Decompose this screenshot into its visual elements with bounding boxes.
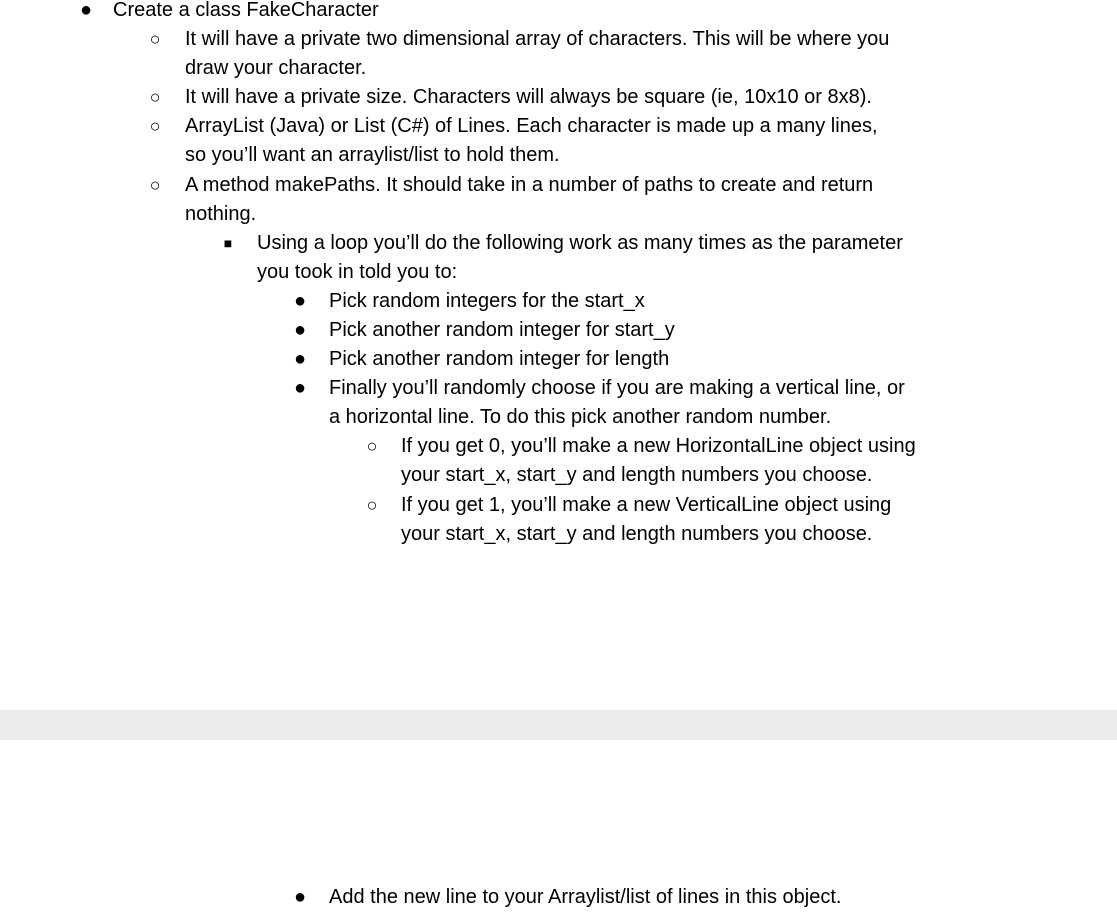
list-item-length: Pick another random integer for length	[329, 348, 670, 370]
list-item-makepaths-line1: A method makePaths. It should take in a number of paths to create and return	[185, 174, 874, 196]
list-item-horizontal-line1: If you get 0, you’ll make a new HorizontalLine object using	[401, 435, 916, 457]
bullet-level4: ●	[293, 348, 307, 370]
list-item-finally-line1: Finally you’ll randomly choose if you are making a vertical line, or	[329, 377, 905, 399]
bullet-level5: ○	[366, 436, 378, 456]
list-item-finally-line2: a horizontal line. To do this pick another random number.	[329, 406, 832, 428]
list-item-array-line1: It will have a private two dimensional array of characters. This will be where you	[185, 28, 890, 50]
bullet-level2: ○	[149, 116, 161, 136]
bullet-level4: ●	[293, 290, 307, 312]
list-item-arraylist-line2: so you’ll want an arraylist/list to hold them.	[185, 144, 560, 166]
bullet-level2: ○	[149, 29, 161, 49]
list-item-vertical-line1: If you get 1, you’ll make a new VerticalLine object using	[401, 494, 892, 516]
list-item-create-class: Create a class FakeCharacter	[113, 0, 379, 21]
list-item-size: It will have a private size. Characters will always be square (ie, 10x10 or 8x8).	[185, 86, 872, 108]
list-item-start-x: Pick random integers for the start_x	[329, 290, 645, 312]
bullet-level2: ○	[149, 87, 161, 107]
list-item-array-line2: draw your character.	[185, 57, 367, 79]
list-item-loop-line2: you took in told you to:	[257, 261, 458, 283]
bullet-level5: ○	[366, 495, 378, 515]
list-item-add-line: Add the new line to your Arraylist/list of lines in this object.	[329, 886, 842, 908]
list-item-loop-line1: Using a loop you’ll do the following work as many times as the parameter	[257, 232, 903, 254]
list-item-horizontal-line2: your start_x, start_y and length numbers you choose.	[401, 464, 873, 486]
list-item-makepaths-line2: nothing.	[185, 203, 257, 225]
bullet-level2: ○	[149, 175, 161, 195]
bullet-level3: ■	[223, 235, 233, 251]
list-item-vertical-line2: your start_x, start_y and length numbers you choose.	[401, 523, 873, 545]
bullet-level4: ●	[293, 377, 307, 399]
bullet-level4: ●	[293, 886, 307, 908]
page-break	[0, 710, 1117, 740]
list-item-start-y: Pick another random integer for start_y	[329, 319, 675, 341]
list-item-arraylist-line1: ArrayList (Java) or List (C#) of Lines. Each character is made up a many lines,	[185, 115, 878, 137]
bullet-level4: ●	[293, 319, 307, 341]
bullet-level1: ●	[79, 0, 93, 21]
